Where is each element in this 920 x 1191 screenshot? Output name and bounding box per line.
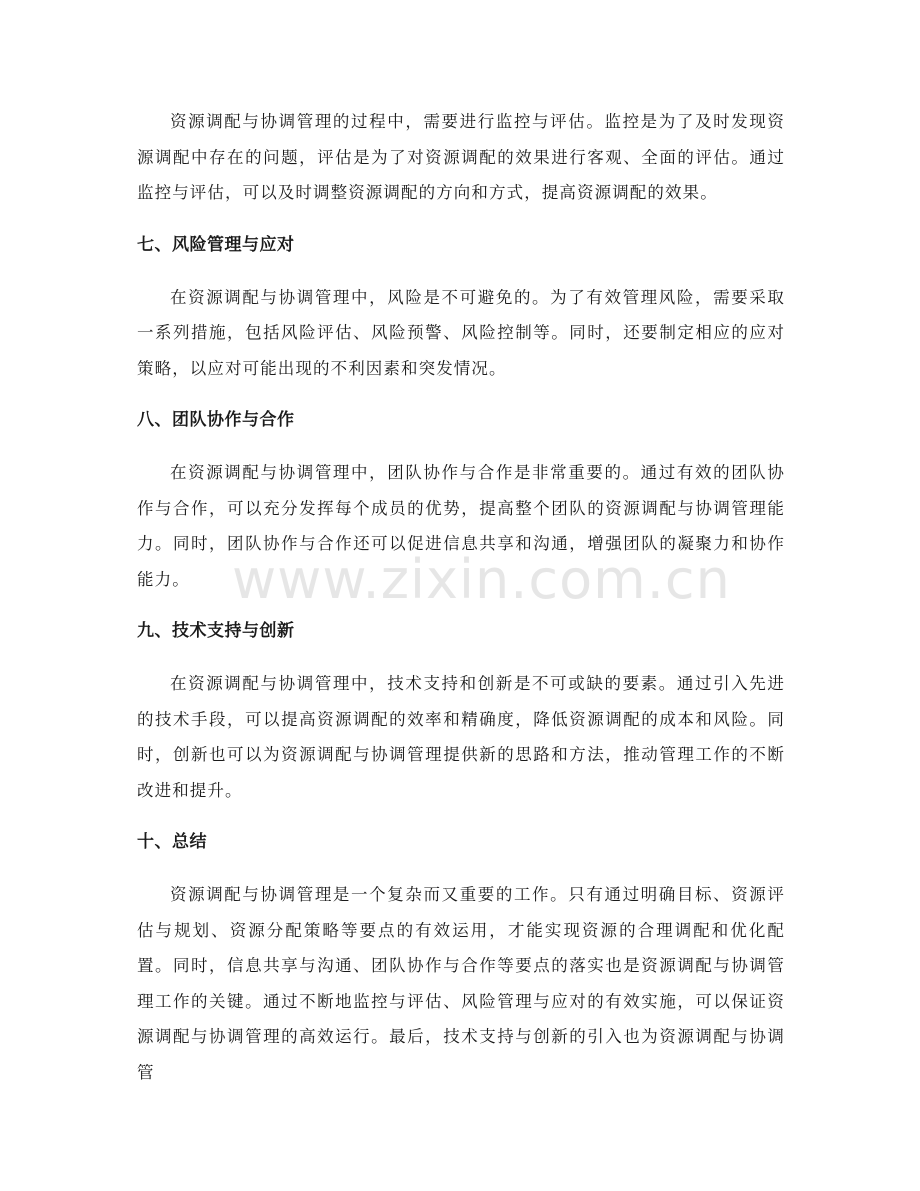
spacer <box>137 808 785 829</box>
spacer <box>137 597 785 618</box>
section-paragraph-10: 资源调配与协调管理是一个复杂而又重要的工作。只有通过明确目标、资源评估与规划、资源分配策略等要点的有效运用，才能实现资源的合理调配和优化配置。同时，信息共享与沟通、团队协作与合作等要点的落实也是资源调配与协调管理工作的关键。通过不断地监控与评估、风险管理与应对的有效实施，可以保证资源调配与协调管理的高效运行。最后，技术支持与创新的引入也为资源调配与协调管 <box>137 885 785 1082</box>
section-heading-8: 八、团队协作与合作 <box>137 410 295 430</box>
document-body <box>137 104 785 1090</box>
section-paragraph-7: 在资源调配与协调管理中，风险是不可避免的。为了有效管理风险，需要采取一系列措施，包括风险评估、风险预警、风险控制等。同时，还要制定相应的应对策略，以应对可能出现的不利因素和突发情况。 <box>137 287 785 378</box>
section-heading-9: 九、技术支持与创新 <box>137 621 295 641</box>
spacer <box>137 644 785 666</box>
spacer <box>137 386 785 407</box>
section-heading-7: 七、风险管理与应对 <box>137 234 295 255</box>
section-paragraph-9: 在资源调配与协调管理中，技术支持和创新是不可或缺的要素。通过引入先进的技术手段，可以提高资源调配的效率和精确度，降低资源调配的成本和风险。同时，创新也可以为资源调配与协调管理提供新的思路和方法，推动管理工作的不断改进和提升。 <box>137 674 785 800</box>
section-paragraph-8: 在资源调配与协调管理中，团队协作与合作是非常重要的。通过有效的团队协作与合作，可以充分发挥每个成员的优势，提高整个团队的资源调配与协调管理能力。同时，团队协作与合作还可以促进信息共享和沟通，增强团队的凝聚力和协作能力。 <box>137 463 785 589</box>
spacer <box>137 258 785 280</box>
intro-paragraph: 资源调配与协调管理的过程中，需要进行监控与评估。监控是为了及时发现资源调配中存在的问题，评估是为了对资源调配的效果进行客观、全面的评估。通过监控与评估，可以及时调整资源调配的方向和方式，提高资源调配的效果。 <box>137 112 785 202</box>
watermark: www.zixin.com.cn <box>232 548 731 611</box>
spacer <box>137 211 785 232</box>
spacer <box>137 433 785 455</box>
section-heading-10: 十、总结 <box>137 832 207 852</box>
spacer <box>137 855 785 877</box>
